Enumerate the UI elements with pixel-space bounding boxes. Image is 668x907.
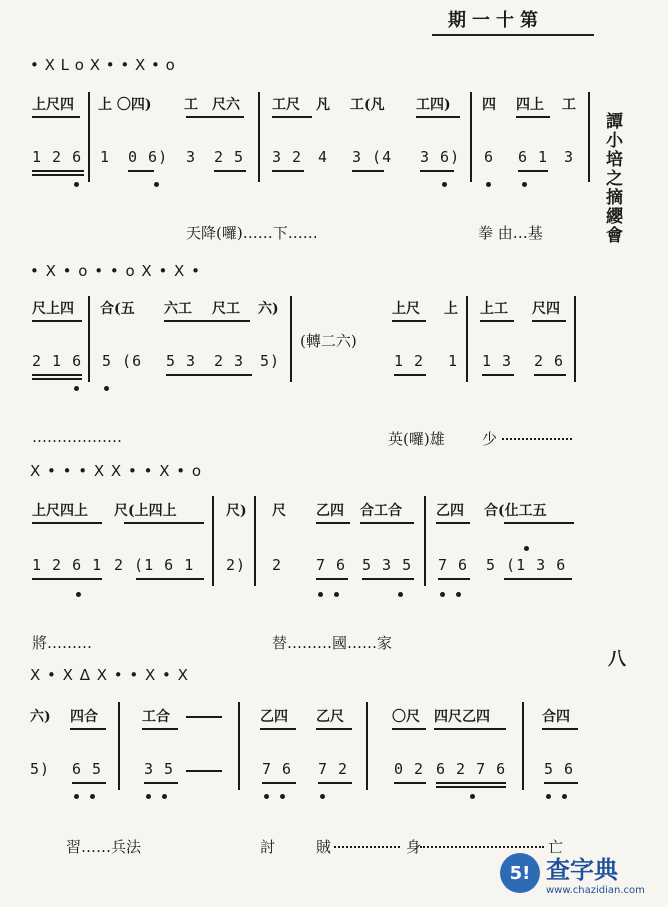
lyrics-1-b: 拳 由…基	[478, 224, 543, 242]
lyrics-4-b: 討	[260, 838, 276, 856]
lyrics-3-a: 將………	[32, 634, 93, 652]
barline	[466, 296, 468, 382]
jianpu-3-8: 5 (1 3 6	[486, 556, 567, 574]
gongche-3-6: 合工合	[360, 503, 402, 519]
underline	[70, 728, 106, 730]
octave-dot	[74, 182, 79, 187]
jianpu-4-2: 6 5	[72, 760, 103, 778]
underline	[272, 170, 304, 172]
barline	[522, 702, 524, 790]
barline	[290, 296, 292, 382]
gongche-1-5: 工尺	[272, 97, 300, 113]
jianpu-2-7: 1	[448, 352, 459, 370]
logo-brand: 查字典	[546, 856, 618, 884]
octave-dot	[524, 546, 529, 551]
modulation-note: (轉二六)	[300, 332, 357, 350]
jianpu-3-4: 2	[272, 556, 283, 574]
gongche-4-3: 工合	[142, 709, 170, 725]
underline	[504, 522, 574, 524]
underline	[316, 578, 348, 580]
octave-dot	[456, 592, 461, 597]
gongche-2-6: 上尺	[392, 301, 420, 317]
lyrics-4-e: 亡	[548, 838, 564, 856]
gongche-1-7: 工(凡	[350, 97, 385, 113]
side-title: 譚小培之摘纓會	[602, 112, 622, 245]
jianpu-2-1: 2 1 6	[32, 352, 83, 370]
underline	[436, 522, 470, 524]
underline	[480, 320, 514, 322]
underline	[186, 116, 244, 118]
barline	[118, 702, 120, 790]
gongche-3-2: 尺(上四上	[114, 503, 177, 519]
underline	[394, 374, 426, 376]
underline	[482, 374, 514, 376]
gongche-4-8: 合四	[542, 709, 570, 725]
underline	[166, 374, 252, 376]
gongche-2-2: 合(五	[100, 301, 135, 317]
header-rule	[432, 34, 594, 36]
gongche-1-2: 上 〇四)	[98, 97, 152, 113]
gongche-2-3: 六工	[164, 301, 192, 317]
gongche-4-7: 四尺乙四	[434, 709, 490, 725]
jianpu-1-12: 3	[564, 148, 575, 166]
beat-marks-1: • X L o X • • X • o	[30, 56, 176, 74]
gongche-1-6: 凡	[316, 97, 330, 113]
lyrics-2-c: 少	[482, 430, 498, 448]
logo-url: www.chazidian.com	[546, 885, 645, 896]
jianpu-4-5: 7 2	[318, 760, 349, 778]
underline	[392, 728, 426, 730]
underline	[32, 378, 82, 380]
lyrics-1-a: 天降(囉)……下……	[186, 224, 318, 242]
octave-dot	[264, 794, 269, 799]
octave-dot	[546, 794, 551, 799]
barline	[574, 296, 576, 382]
beat-marks-3: X • • • X X • • X • o	[30, 462, 203, 480]
jianpu-1-8: 3 (4	[352, 148, 393, 166]
octave-dot	[74, 794, 79, 799]
barline	[238, 702, 240, 790]
underline	[32, 170, 84, 172]
gongche-4-4: 乙四	[260, 709, 288, 725]
lyrics-2-a: ………………	[32, 428, 122, 446]
underline	[260, 728, 296, 730]
lyrics-4-d: 身	[406, 838, 422, 856]
gongche-4-2: 四合	[70, 709, 98, 725]
gongche-2-1: 尺上四	[32, 301, 74, 317]
jianpu-4-3: 3 5	[144, 760, 175, 778]
underline	[362, 578, 414, 580]
underline	[32, 374, 82, 376]
underline	[316, 728, 352, 730]
octave-dot	[562, 794, 567, 799]
jianpu-1-3: 0 6)	[128, 148, 169, 166]
underline	[360, 522, 414, 524]
barline	[88, 296, 90, 382]
gongche-4-6: 〇尺	[392, 709, 420, 725]
jianpu-4-7: 6 2 7 6	[436, 760, 507, 778]
lyrics-4-c: 賊	[316, 838, 332, 856]
jianpu-3-5: 7 6	[316, 556, 347, 574]
gongche-4-1: 六)	[30, 709, 51, 725]
gongche-1-10: 四上	[516, 97, 544, 113]
underline	[124, 522, 204, 524]
octave-dot	[398, 592, 403, 597]
octave-dot	[440, 592, 445, 597]
gongche-1-11: 工	[562, 97, 576, 113]
gongche-1-4: 尺六	[212, 97, 240, 113]
jianpu-1-7: 4	[318, 148, 329, 166]
underline	[544, 782, 578, 784]
jianpu-1-10: 6	[484, 148, 495, 166]
underline	[32, 174, 84, 176]
octave-dot	[146, 794, 151, 799]
underline	[504, 578, 572, 580]
gongche-2-8: 上工	[480, 301, 508, 317]
barline	[588, 92, 590, 182]
jianpu-2-9: 2 6	[534, 352, 565, 370]
octave-dot	[522, 182, 527, 187]
barline	[258, 92, 260, 182]
octave-dot	[90, 794, 95, 799]
underline	[434, 728, 506, 730]
jianpu-2-2: 5 (6	[102, 352, 143, 370]
underline	[352, 170, 384, 172]
jianpu-1-6: 3 2	[272, 148, 303, 166]
jianpu-3-1: 1 2 6 1	[32, 556, 103, 574]
octave-dot	[104, 386, 109, 391]
jianpu-1-5: 2 5	[214, 148, 245, 166]
underline	[438, 578, 470, 580]
gongche-3-7: 乙四	[436, 503, 464, 519]
underline	[394, 782, 426, 784]
underline	[318, 782, 352, 784]
gongche-3-5: 乙四	[316, 503, 344, 519]
octave-dot	[76, 592, 81, 597]
jianpu-4-8: 5 6	[544, 760, 575, 778]
lyrics-3-b: 替………國……家	[272, 634, 393, 652]
underline	[420, 170, 454, 172]
octave-dot	[280, 794, 285, 799]
underline	[534, 374, 566, 376]
gongche-2-4: 尺工	[212, 301, 240, 317]
underline	[436, 782, 506, 784]
barline	[470, 92, 472, 182]
underline	[32, 578, 102, 580]
sustain-dash	[186, 716, 222, 718]
lyric-extension	[502, 438, 572, 442]
jianpu-2-8: 1 3	[482, 352, 513, 370]
logo-badge-icon: 5!	[500, 853, 540, 893]
jianpu-1-9: 3 6)	[420, 148, 461, 166]
underline	[72, 782, 106, 784]
underline	[32, 320, 82, 322]
octave-dot	[442, 182, 447, 187]
underline	[316, 522, 350, 524]
underline	[128, 170, 154, 172]
underline	[32, 116, 80, 118]
gongche-1-1: 上尺四	[32, 97, 74, 113]
gongche-4-5: 乙尺	[316, 709, 344, 725]
underline	[542, 728, 578, 730]
underline	[262, 782, 296, 784]
jianpu-2-3: 5 3	[166, 352, 197, 370]
underline	[164, 320, 250, 322]
octave-dot	[162, 794, 167, 799]
jianpu-1-11: 6 1	[518, 148, 549, 166]
jianpu-2-4: 2 3	[214, 352, 245, 370]
gongche-2-9: 尺四	[532, 301, 560, 317]
barline	[254, 496, 256, 586]
jianpu-3-3: 2)	[226, 556, 247, 574]
sustain-dash	[186, 770, 222, 772]
jianpu-4-4: 7 6	[262, 760, 293, 778]
beat-marks-4: X • X Δ X • • X • X	[30, 666, 189, 684]
barline	[88, 92, 90, 182]
octave-dot	[154, 182, 159, 187]
gongche-1-9: 四	[482, 97, 496, 113]
underline	[142, 728, 178, 730]
gongche-1-3: 工	[184, 97, 198, 113]
barline	[212, 496, 214, 586]
page-number: 八	[608, 649, 626, 670]
octave-dot	[486, 182, 491, 187]
gongche-3-4: 尺	[272, 503, 286, 519]
gongche-2-5: 六)	[258, 301, 279, 317]
lyrics-2-b: 英(囉)雄	[388, 430, 445, 448]
barline	[424, 496, 426, 586]
octave-dot	[470, 794, 475, 799]
underline	[272, 116, 312, 118]
jianpu-3-7: 7 6	[438, 556, 469, 574]
underline	[516, 116, 550, 118]
underline	[532, 320, 566, 322]
underline	[144, 782, 178, 784]
jianpu-4-6: 0 2	[394, 760, 425, 778]
octave-dot	[320, 794, 325, 799]
lyrics-4-a: 習……兵法	[66, 838, 142, 856]
jianpu-4-1: 5)	[30, 760, 51, 778]
octave-dot	[334, 592, 339, 597]
gongche-3-1: 上尺四上	[32, 503, 88, 519]
jianpu-1-2: 1	[100, 148, 111, 166]
underline	[518, 170, 548, 172]
issue-header: 期一十第	[448, 10, 544, 31]
jianpu-3-6: 5 3 5	[362, 556, 413, 574]
underline	[392, 320, 426, 322]
gongche-1-8: 工四)	[416, 97, 451, 113]
gongche-3-8: 合(仩工五	[484, 503, 547, 519]
beat-marks-2: • X • o • • o X • X •	[30, 262, 201, 280]
underline	[32, 522, 102, 524]
octave-dot	[74, 386, 79, 391]
octave-dot	[318, 592, 323, 597]
gongche-3-3: 尺)	[226, 503, 247, 519]
watermark-logo	[500, 850, 645, 896]
jianpu-2-6: 1 2	[394, 352, 425, 370]
barline	[366, 702, 368, 790]
jianpu-3-2: 2 (1 6 1	[114, 556, 195, 574]
jianpu-2-5: 5)	[260, 352, 281, 370]
gongche-2-7: 上	[444, 301, 458, 317]
underline	[136, 578, 204, 580]
jianpu-1-1: 1 2 6	[32, 148, 83, 166]
underline	[436, 786, 506, 788]
lyric-extension	[334, 846, 400, 850]
underline	[416, 116, 460, 118]
jianpu-1-4: 3	[186, 148, 197, 166]
underline	[214, 170, 246, 172]
